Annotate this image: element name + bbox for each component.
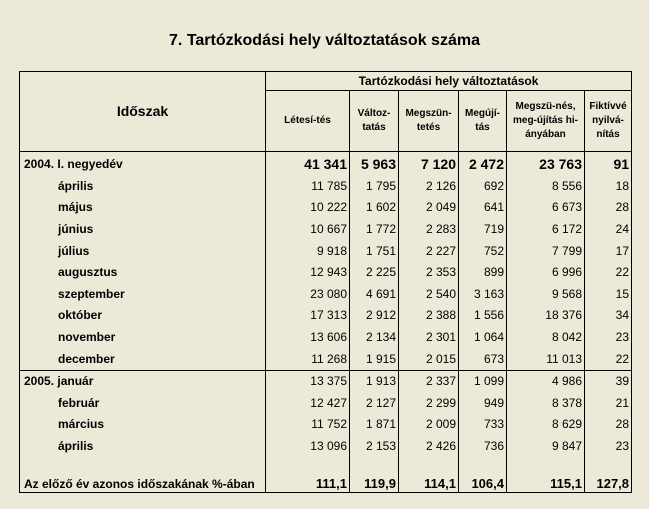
cell-value: 12 427 [266, 393, 350, 415]
cell-value: 2 388 [399, 305, 459, 327]
cell-value: 1 099 [459, 370, 507, 392]
cell-value: 10 667 [266, 219, 350, 241]
cell-value: 641 [459, 197, 507, 219]
cell-value: 23 [585, 327, 632, 349]
cell-value: 23 763 [507, 152, 585, 176]
table-row [20, 414, 632, 436]
cell-value: 899 [459, 262, 507, 284]
cell-value: 2 353 [399, 262, 459, 284]
cell-value: 2 015 [399, 348, 459, 370]
cell-value: 23 080 [266, 284, 350, 306]
cell-value: 2 299 [399, 393, 459, 415]
column-header: Változ-tatás [350, 91, 399, 152]
cell-value: 17 313 [266, 305, 350, 327]
cell-value: 9 918 [266, 240, 350, 262]
cell-value: 11 752 [266, 414, 350, 436]
cell-value: 22 [585, 262, 632, 284]
cell-value: 5 963 [350, 152, 399, 176]
cell-value: 28 [585, 414, 632, 436]
row-label: június [20, 219, 266, 241]
cell-value: 13 606 [266, 327, 350, 349]
cell-value: 9 568 [507, 284, 585, 306]
table-row [20, 348, 632, 370]
cell-value: 22 [585, 348, 632, 370]
cell-value: 21 [585, 393, 632, 415]
row-label: december [20, 348, 266, 370]
cell-value: 4 691 [350, 284, 399, 306]
table-row [20, 393, 632, 415]
cell-value: 6 172 [507, 219, 585, 241]
cell-value: 1 556 [459, 305, 507, 327]
cell-value: 2 126 [399, 176, 459, 198]
cell-value: 2 225 [350, 262, 399, 284]
cell-value: 1 913 [350, 370, 399, 392]
period-header: Időszak [20, 72, 266, 152]
row-label: augusztus [20, 262, 266, 284]
cell-value: 719 [459, 219, 507, 241]
column-header: Megújí-tás [459, 91, 507, 152]
cell-value: 2 912 [350, 305, 399, 327]
cell-value: 7 120 [399, 152, 459, 176]
cell-value: 2 540 [399, 284, 459, 306]
cell-value: 24 [585, 219, 632, 241]
cell-value: 2 049 [399, 197, 459, 219]
row-label: április [20, 176, 266, 198]
cell-value: 2 301 [399, 327, 459, 349]
cell-value: 10 222 [266, 197, 350, 219]
cell-value: 18 376 [507, 305, 585, 327]
cell-value: 23 [585, 436, 632, 458]
cell-value: 1 602 [350, 197, 399, 219]
table-row [20, 152, 632, 176]
table-row [20, 240, 632, 262]
cell-value: 733 [459, 414, 507, 436]
cell-value: 2 009 [399, 414, 459, 436]
footer-row [20, 457, 632, 493]
footer-label: Az előző év azonos időszakának %-ában [20, 457, 266, 493]
cell-value: 2 426 [399, 436, 459, 458]
cell-value: 2 153 [350, 436, 399, 458]
cell-value: 12 943 [266, 262, 350, 284]
cell-value: 13 375 [266, 370, 350, 392]
cell-value: 91 [585, 152, 632, 176]
cell-value: 106,4 [459, 457, 507, 493]
row-label: május [20, 197, 266, 219]
cell-value: 119,9 [350, 457, 399, 493]
table-header [20, 72, 632, 152]
column-header: Megszün-tetés [399, 91, 459, 152]
cell-value: 1 871 [350, 414, 399, 436]
cell-value: 8 629 [507, 414, 585, 436]
cell-value: 4 986 [507, 370, 585, 392]
cell-value: 6 673 [507, 197, 585, 219]
cell-value: 7 799 [507, 240, 585, 262]
cell-value: 11 785 [266, 176, 350, 198]
cell-value: 9 847 [507, 436, 585, 458]
cell-value: 2 227 [399, 240, 459, 262]
group-header: Tartózkodási hely változtatások [266, 72, 632, 91]
table-row [20, 197, 632, 219]
cell-value: 1 795 [350, 176, 399, 198]
column-header: Megszü-nés, meg-újítás hi-ányában [507, 91, 585, 152]
cell-value: 692 [459, 176, 507, 198]
cell-value: 28 [585, 197, 632, 219]
cell-value: 1 064 [459, 327, 507, 349]
cell-value: 114,1 [399, 457, 459, 493]
page-title: 7. Tartózkodási hely változtatások száma [169, 32, 480, 49]
table-row [20, 284, 632, 306]
cell-value: 18 [585, 176, 632, 198]
table-row [20, 327, 632, 349]
table-row [20, 370, 632, 392]
cell-value: 8 556 [507, 176, 585, 198]
cell-value: 949 [459, 393, 507, 415]
cell-value: 41 341 [266, 152, 350, 176]
cell-value: 8 378 [507, 393, 585, 415]
table-row [20, 219, 632, 241]
row-label: 2004. I. negyedév [20, 152, 266, 176]
row-label: március [20, 414, 266, 436]
table-row [20, 436, 632, 458]
table-row [20, 176, 632, 198]
row-label: február [20, 393, 266, 415]
cell-value: 673 [459, 348, 507, 370]
data-table [19, 71, 632, 493]
cell-value: 15 [585, 284, 632, 306]
table-row [20, 305, 632, 327]
table-body [20, 152, 632, 493]
row-label: július [20, 240, 266, 262]
cell-value: 2 337 [399, 370, 459, 392]
cell-value: 34 [585, 305, 632, 327]
cell-value: 2 127 [350, 393, 399, 415]
row-label: 2005. január [20, 370, 266, 392]
cell-value: 1 751 [350, 240, 399, 262]
cell-value: 11 013 [507, 348, 585, 370]
cell-value: 736 [459, 436, 507, 458]
cell-value: 752 [459, 240, 507, 262]
cell-value: 8 042 [507, 327, 585, 349]
cell-value: 2 134 [350, 327, 399, 349]
cell-value: 11 268 [266, 348, 350, 370]
row-label: április [20, 436, 266, 458]
cell-value: 1 915 [350, 348, 399, 370]
cell-value: 13 096 [266, 436, 350, 458]
cell-value: 2 283 [399, 219, 459, 241]
cell-value: 111,1 [266, 457, 350, 493]
cell-value: 2 472 [459, 152, 507, 176]
cell-value: 39 [585, 370, 632, 392]
row-label: november [20, 327, 266, 349]
column-header: Fiktívvé nyilvá-nítás [585, 91, 632, 152]
cell-value: 127,8 [585, 457, 632, 493]
cell-value: 3 163 [459, 284, 507, 306]
cell-value: 17 [585, 240, 632, 262]
row-label: október [20, 305, 266, 327]
cell-value: 6 996 [507, 262, 585, 284]
row-label: szeptember [20, 284, 266, 306]
column-header: Létesí-tés [266, 91, 350, 152]
cell-value: 1 772 [350, 219, 399, 241]
cell-value: 115,1 [507, 457, 585, 493]
table-row [20, 262, 632, 284]
